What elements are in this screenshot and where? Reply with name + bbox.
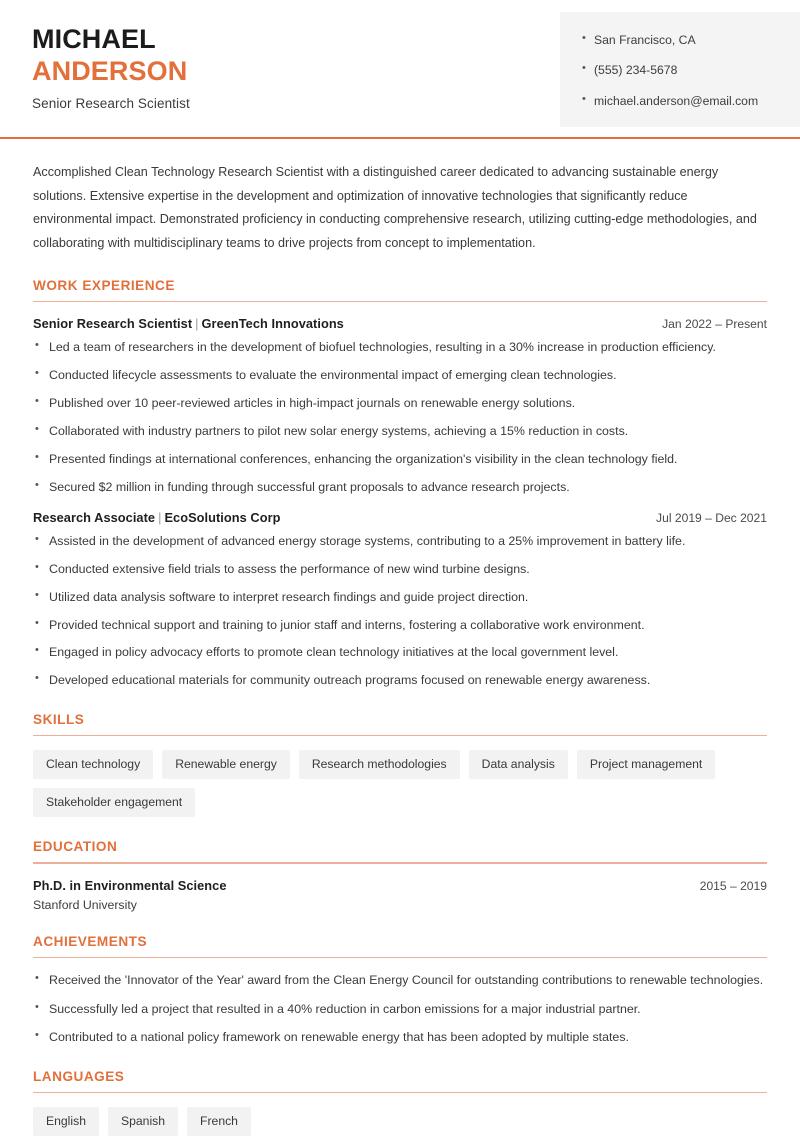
list-item: • Utilized data analysis software to interpret research findings and guide project direction. (33, 589, 767, 606)
last-name: ANDERSON (32, 55, 188, 86)
education-date: 2015 – 2019 (699, 878, 767, 893)
language-pill: English (33, 1107, 99, 1136)
list-item: • Secured $2 million in funding through successful grant proposals to advance research projects. (33, 479, 767, 496)
list-item: • Published over 10 peer-reviewed articles in high-impact journals on renewable energy solutions. (33, 395, 767, 412)
education-entry (33, 878, 767, 912)
list-item: • Conducted lifecycle assessments to evaluate the environmental impact of emerging clean technologies. (33, 367, 767, 384)
skill-pill: Research methodologies (299, 750, 460, 779)
list-item: • Engaged in policy advocacy efforts to promote clean technology initiatives at the local government level. (33, 644, 767, 661)
achievements-bullets (33, 972, 767, 1046)
education-entry-header (33, 878, 767, 893)
section-title-skills: SKILLS (33, 711, 85, 727)
experience-date: Jan 2022 – Present (662, 317, 767, 332)
header-divider (0, 137, 800, 139)
experience-entry-header (33, 510, 767, 525)
experience-entry-header (33, 316, 767, 331)
list-item: • Contributed to a national policy framework on renewable energy that has been adopted by multiple states. (33, 1029, 767, 1046)
list-item: • Developed educational materials for community outreach programs focused on renewable energy awareness. (33, 672, 767, 689)
experience-entry (33, 510, 767, 690)
skill-pill: Data analysis (469, 750, 568, 779)
title-separator: | (158, 509, 162, 525)
section-title-work-experience: WORK EXPERIENCE (33, 277, 175, 293)
contact-list (582, 32, 800, 109)
list-item: • Assisted in the development of advanced energy storage systems, contributing to a 25% improvement in battery life. (33, 533, 767, 550)
list-item: • Received the 'Innovator of the Year' award from the Clean Energy Council for outstanding contributions to renewable technologies. (33, 972, 767, 989)
education-institution: Stanford University (33, 897, 137, 912)
experience-company: GreenTech Innovations (201, 316, 344, 332)
list-item: • Presented findings at international conferences, enhancing the organization's visibility in the clean technology field. (33, 451, 767, 468)
language-pill: French (187, 1107, 251, 1136)
section-title-education: EDUCATION (33, 839, 118, 855)
skill-pill: Stakeholder engagement (33, 788, 195, 817)
header-identity (0, 0, 190, 111)
experience-date: Jul 2019 – Dec 2021 (656, 510, 767, 525)
section-work-experience (33, 278, 767, 690)
experience-title-line (33, 510, 280, 525)
list-item: • Conducted extensive field trials to assess the performance of new wind turbine designs. (33, 561, 767, 578)
language-pill: Spanish (108, 1107, 178, 1136)
section-underline (33, 957, 767, 959)
languages-pill-list (33, 1107, 767, 1136)
section-title-languages: LANGUAGES (33, 1068, 125, 1084)
experience-bullets (33, 533, 767, 690)
contact-email[interactable]: • michael.anderson@email.com (582, 93, 800, 109)
experience-title-line (33, 316, 344, 331)
experience-role: Senior Research Scientist (33, 316, 193, 332)
section-achievements (33, 934, 767, 1047)
section-underline (33, 862, 767, 864)
section-title-achievements: ACHIEVEMENTS (33, 933, 148, 949)
resume-content (0, 161, 800, 1136)
headline-job-title: Senior Research Scientist (32, 96, 190, 112)
skill-pill: Clean technology (33, 750, 153, 779)
skills-pill-list (33, 750, 767, 817)
contact-box (560, 12, 800, 127)
contact-location: • San Francisco, CA (582, 32, 800, 48)
first-name: MICHAEL (32, 24, 156, 54)
experience-bullets (33, 339, 767, 496)
list-item: • Led a team of researchers in the development of biofuel technologies, resulting in a 30% increase in production efficiency. (33, 339, 767, 356)
contact-phone[interactable]: • (555) 234-5678 (582, 62, 800, 78)
skill-pill: Renewable energy (162, 750, 290, 779)
section-underline (33, 1092, 767, 1094)
section-underline (33, 735, 767, 737)
resume-header (0, 0, 800, 137)
section-skills (33, 712, 767, 818)
education-degree: Ph.D. in Environmental Science (33, 877, 227, 893)
section-languages (33, 1069, 767, 1136)
professional-summary: Accomplished Clean Technology Research Scientist with a distinguished career dedicated to advancing sustainable energy solutions. Extensive expertise in the development and optimization of innovative technologies that significantly reduce environmental impact. Demonstrated proficiency in conducting comprehensive research, utilizing cutting-edge methodologies, and collaborating with multidisciplinary teams to drive projects from concept to implementation. (33, 165, 757, 251)
skill-pill: Project management (577, 750, 715, 779)
experience-role: Research Associate (33, 509, 156, 525)
section-education (33, 839, 767, 912)
experience-entry (33, 316, 767, 496)
section-underline (33, 301, 767, 303)
title-separator: | (195, 316, 199, 332)
list-item: • Provided technical support and training to junior staff and interns, fostering a collaborative work environment. (33, 617, 767, 634)
list-item: • Successfully led a project that resulted in a 40% reduction in carbon emissions for a major industrial partner. (33, 1001, 767, 1018)
experience-company: EcoSolutions Corp (164, 509, 281, 525)
list-item: • Collaborated with industry partners to pilot new solar energy systems, achieving a 15% reduction in costs. (33, 423, 767, 440)
